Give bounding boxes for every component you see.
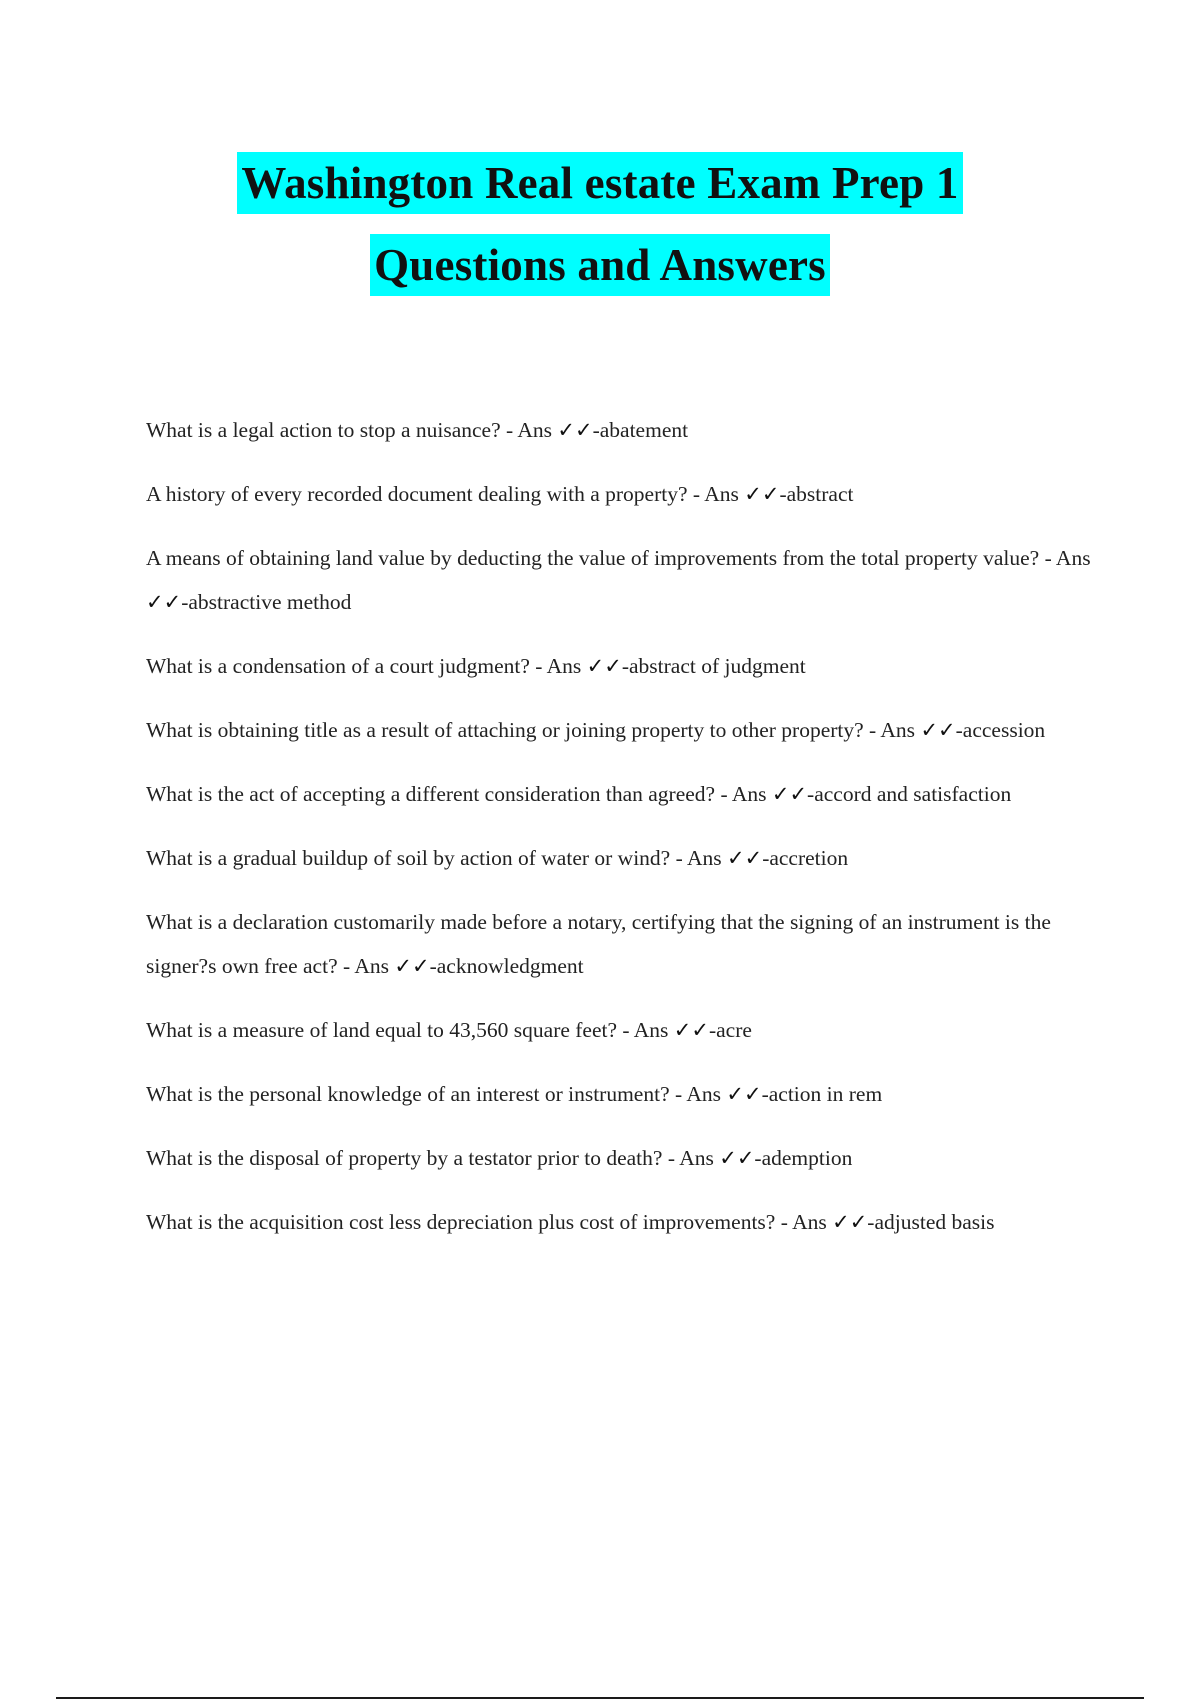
answer-text: -accretion — [762, 846, 849, 870]
qa-item — [146, 1136, 1091, 1180]
answer-prefix: Ans — [792, 1210, 827, 1234]
answer-prefix: Ans — [517, 418, 553, 442]
qa-item — [146, 536, 1091, 624]
answer-prefix: Ans — [704, 482, 739, 506]
double-check-icon: ✓✓ — [557, 418, 593, 442]
double-check-icon: ✓✓ — [832, 1210, 868, 1234]
answer-text: -abstract — [779, 482, 854, 506]
double-check-icon: ✓✓ — [673, 1018, 709, 1042]
answer-text: -abstract of judgment — [621, 654, 806, 678]
answer-prefix: Ans — [546, 654, 582, 678]
answer-prefix: Ans — [1055, 546, 1091, 570]
qa-item — [146, 644, 1091, 688]
double-check-icon: ✓✓ — [719, 1146, 755, 1170]
answer-text: -ademption — [754, 1146, 853, 1170]
qa-item — [146, 900, 1091, 988]
answer-text: -abstractive method — [181, 590, 352, 614]
qa-item — [146, 836, 1091, 880]
question-text: What is obtaining title as a result of attaching or joining property to other property? - — [146, 718, 881, 742]
double-check-icon: ✓✓ — [726, 846, 763, 870]
title-line-1 — [0, 142, 1200, 224]
answer-prefix: Ans — [679, 1146, 714, 1170]
question-text: A means of obtaining land value by deducting the value of improvements from the total property value? - — [146, 546, 1056, 570]
qa-item — [146, 1200, 1091, 1244]
document-title — [0, 142, 1200, 306]
question-text: A history of every recorded document dealing with a property? - — [146, 482, 705, 506]
question-text: What is the act of accepting a different consideration than agreed? - — [146, 782, 732, 806]
question-text: What is a condensation of a court judgment? - — [146, 654, 547, 678]
answer-text: -acre — [708, 1018, 752, 1042]
double-check-icon: ✓✓ — [586, 654, 622, 678]
qa-item — [146, 408, 1091, 452]
double-check-icon: ✓✓ — [771, 782, 808, 806]
qa-item — [146, 708, 1091, 752]
question-text: What is the acquisition cost less depreciation plus cost of improvements? - — [146, 1210, 793, 1234]
question-text: What is the personal knowledge of an interest or instrument? - — [146, 1082, 687, 1106]
answer-prefix: Ans — [880, 718, 916, 742]
answer-text: -adjusted basis — [867, 1210, 995, 1234]
qa-item — [146, 472, 1091, 516]
title-text-1: Washington Real estate Exam Prep 1 — [237, 152, 962, 214]
answer-text: -abatement — [592, 418, 689, 442]
answer-text: -action in rem — [761, 1082, 883, 1106]
answer-prefix: Ans — [686, 1082, 721, 1106]
answer-prefix: Ans — [731, 782, 767, 806]
qa-item — [146, 1008, 1091, 1052]
answer-prefix: Ans — [354, 954, 389, 978]
footer-rule — [56, 1697, 1144, 1699]
double-check-icon: ✓✓ — [146, 590, 182, 614]
answer-prefix: Ans — [686, 846, 722, 870]
question-text: What is a legal action to stop a nuisance? - — [146, 418, 518, 442]
answer-text: -accession — [955, 718, 1046, 742]
question-text: What is a gradual buildup of soil by action of water or wind? - — [146, 846, 687, 870]
double-check-icon: ✓✓ — [744, 482, 780, 506]
double-check-icon: ✓✓ — [726, 1082, 762, 1106]
title-line-2 — [0, 224, 1200, 306]
qa-list — [146, 408, 1091, 1264]
question-text: What is a declaration customarily made before a notary, certifying that the signing of an instrument is the signer?s own free act? - — [146, 910, 1051, 978]
double-check-icon: ✓✓ — [394, 954, 430, 978]
qa-item — [146, 1072, 1091, 1116]
qa-item — [146, 772, 1091, 816]
answer-text: -accord and satisfaction — [807, 782, 1012, 806]
double-check-icon: ✓✓ — [920, 718, 956, 742]
question-text: What is the disposal of property by a testator prior to death? - — [146, 1146, 680, 1170]
answer-text: -acknowledgment — [429, 954, 584, 978]
question-text: What is a measure of land equal to 43,560 square feet? - — [146, 1018, 634, 1042]
title-text-2: Questions and Answers — [370, 234, 830, 296]
answer-prefix: Ans — [633, 1018, 669, 1042]
